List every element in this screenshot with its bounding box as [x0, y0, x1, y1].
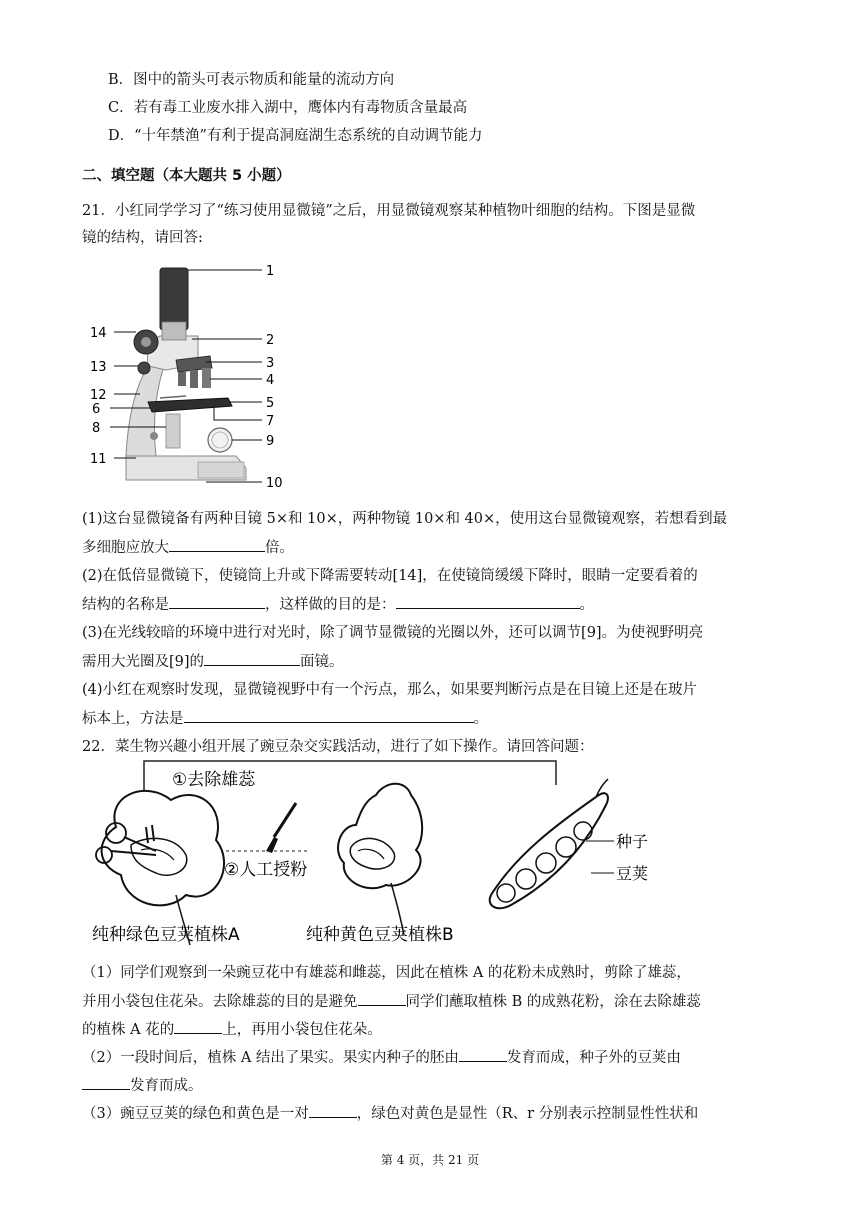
q22-intro: 22．菜生物兴趣小组开展了豌豆杂交实践活动，进行了如下操作。请回答问题： [82, 739, 594, 755]
plant-a-caption: 纯种绿色豆荚植株A [92, 925, 240, 945]
q21-intro-2: 镜的结构，请回答: [82, 230, 203, 246]
q21-p1a: (1)这台显微镜备有两种目镜 5×和 10×，两种物镜 10×和 40×，使用这台显微镜观察，若想看到最 [82, 511, 728, 527]
answer-blank[interactable] [309, 1103, 357, 1118]
answer-blank[interactable] [169, 594, 265, 609]
section-title: 二、填空题（本大题共 5 小题） [82, 168, 291, 184]
label-13: 13 [90, 360, 107, 375]
q21-p3a: (3)在光线较暗的环境中进行对光时，除了调节显微镜的光圈以外，还可以调节[9]。为使视野明亮 [82, 625, 704, 641]
label-2: 2 [266, 333, 275, 348]
q21-p3b-post: 面镜。 [300, 654, 344, 670]
q21-p3b-pre: 需用大光圈及[9]的 [82, 654, 205, 670]
answer-blank[interactable] [396, 594, 580, 609]
q21-p4a: (4)小红在观察时发现，显微镜视野中有一个污点，那么，如果要判断污点是在目镜上还是在玻片 [82, 682, 698, 698]
option-b: B．图中的箭头可表示物质和能量的流动方向 [108, 72, 395, 88]
q22-p2a-post: 发育而成，种子外的豆荚由 [506, 1050, 681, 1066]
q21-p2b-pre: 结构的名称是 [82, 597, 169, 613]
q21-p1b-pre: 多细胞应放大 [82, 540, 169, 556]
label-12: 12 [90, 388, 107, 403]
q21-p4b [82, 708, 488, 729]
q21-p1b [82, 537, 294, 558]
answer-blank[interactable] [204, 651, 300, 666]
option-d: D．“十年禁渔”有利于提高洞庭湖生态系统的自动调节能力 [108, 128, 483, 144]
pea-hybridization-figure [86, 755, 686, 955]
label-5: 5 [266, 396, 275, 411]
answer-blank[interactable] [174, 1019, 222, 1034]
q21-p4b-pre: 标本上，方法是 [82, 711, 184, 727]
q22-p1c [82, 1019, 382, 1040]
answer-blank[interactable] [184, 708, 474, 723]
plant-b-caption: 纯种黄色豆荚植株B [306, 925, 454, 945]
q22-p3a-pre: （3）豌豆豆荚的绿色和黄色是一对 [82, 1106, 309, 1122]
q21-p2a: (2)在低倍显微镜下，使镜筒上升或下降需要转动[14]，在使镜筒缓缓下降时，眼睛一定要看着的 [82, 568, 698, 584]
option-c: C．若有毒工业废水排入湖中，鹰体内有毒物质含量最高 [108, 100, 468, 116]
step1-label: ①去除雄蕊 [172, 770, 256, 790]
label-7: 7 [266, 414, 275, 429]
q22-p1c-pre: 的植株 A 花的 [82, 1022, 175, 1038]
label-11: 11 [90, 452, 107, 467]
label-9: 9 [266, 434, 275, 449]
label-10: 10 [266, 476, 283, 491]
q22-p2b [82, 1075, 203, 1096]
q22-p3a-post: ，绿色对黄色是显性（R、r 分别表示控制显性性状和 [356, 1106, 699, 1122]
label-6: 6 [92, 402, 101, 417]
answer-blank[interactable] [459, 1047, 507, 1062]
q21-p2b [82, 594, 594, 615]
label-8: 8 [92, 421, 101, 436]
q21-p1b-post: 倍。 [265, 540, 294, 556]
label-1: 1 [266, 264, 275, 279]
q21-intro-1: 21．小红同学学习了“练习使用显微镜”之后，用显微镜观察某种植物叶细胞的结构。下图是显微 [82, 203, 696, 219]
q22-p2a-pre: （2）一段时间后，植株 A 结出了果实。果实内种子的胚由 [82, 1050, 459, 1066]
q22-p2b-post: 发育而成。 [130, 1078, 203, 1094]
q22-p3a [82, 1103, 698, 1124]
label-3: 3 [266, 356, 275, 371]
microscope-figure [86, 256, 296, 502]
q22-p2a [82, 1047, 681, 1068]
answer-blank[interactable] [82, 1075, 130, 1090]
q22-p1b [82, 991, 701, 1012]
q21-p2b-post: 。 [579, 597, 594, 613]
label-14: 14 [90, 326, 107, 341]
q21-p3b [82, 651, 344, 672]
page-footer: 第 4 页，共 21 页 [380, 1153, 480, 1167]
label-4: 4 [266, 373, 275, 388]
seed-label: 种子 [616, 832, 649, 851]
answer-blank[interactable] [169, 537, 265, 552]
q22-p1a: （1）同学们观察到一朵豌豆花中有雄蕊和雌蕊，因此在植株 A 的花粉未成熟时，剪除了雄蕊， [82, 965, 691, 981]
q22-p1b-post: 同学们蘸取植株 B 的成熟花粉，涂在去除雄蕊 [405, 994, 701, 1010]
step2-label: ②人工授粉 [224, 860, 308, 880]
q22-p1b-pre: 并用小袋包住花朵。去除雄蕊的目的是避免 [82, 994, 358, 1010]
pod-label: 豆荚 [616, 864, 649, 883]
q21-p4b-post: 。 [473, 711, 488, 727]
q22-p1c-post: 上，再用小袋包住花朵。 [222, 1022, 382, 1038]
answer-blank[interactable] [358, 991, 406, 1006]
q21-p2b-mid: ，这样做的目的是： [265, 597, 396, 613]
